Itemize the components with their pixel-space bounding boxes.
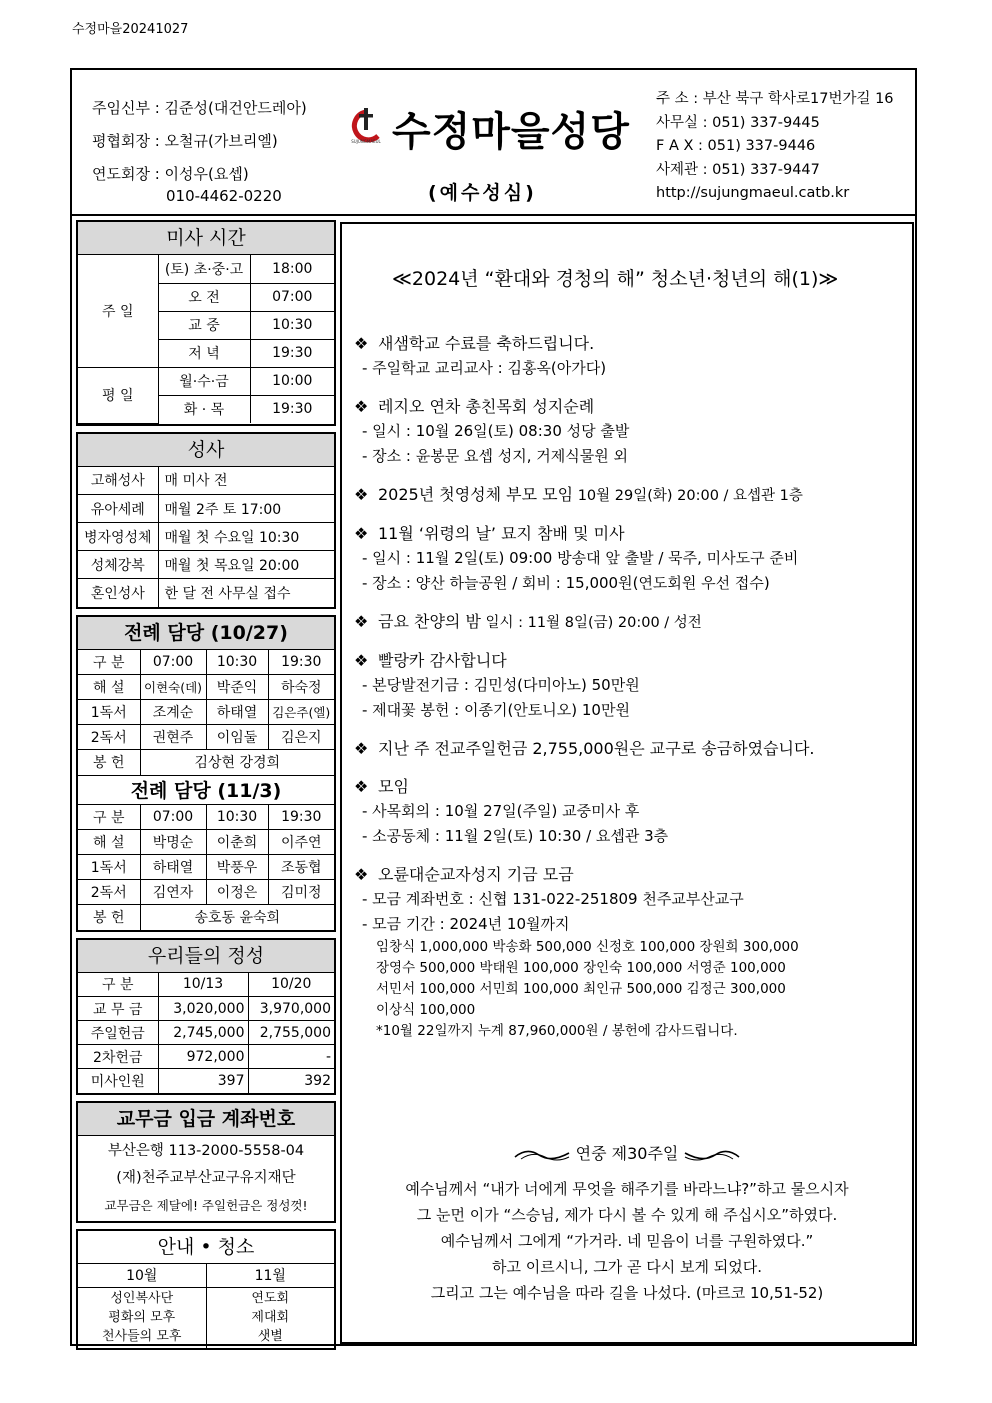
notice-panel: [340, 222, 914, 1344]
header: [72, 70, 915, 216]
website: http://sujungmaeul.catb.kr: [656, 185, 850, 201]
parish-subtitle: (예수성심): [428, 182, 537, 204]
account-holder: (재)천주교부산교구유지재단: [116, 1169, 296, 1186]
clover-bullet-icon: ❖: [354, 397, 369, 416]
account-note: 교무금은 제달에! 주일헌금은 정성껏!: [104, 1197, 308, 1213]
account-title: 교무금 입금 계좌번호: [78, 1103, 334, 1136]
clover-bullet-icon: ❖: [354, 739, 369, 758]
year-theme-title: ≪2024년 “환대와 경청의 해” 청소년·청년의 해(1)≫: [392, 268, 839, 290]
ornament-left-icon: [513, 1145, 571, 1165]
header-contact: [656, 88, 894, 206]
notice-item: ❖ 레지오 연차 총친목회 성지순례 - 일시 : 10월 26일(토) 08:30 성당 출발 - 장소 : 윤봉문 요셉 성지, 거제식물원 외: [354, 397, 630, 465]
guide-table: 10월 11월 성인복사단 평화의 모후 천사들의 모후 연도회 제대회 샛별: [78, 1264, 334, 1348]
notice-item: ❖ 금요 찬양의 밤 일시 : 11월 8일(금) 20:00 / 성전: [354, 610, 909, 635]
notice-item: ❖ 11월 ‘위령의 날’ 묘지 참배 및 미사 - 일시 : 11월 2일(토) 09:00 방송대 앞 출발 / 묵주, 미사도구 준비 - 장소 : 양산 하늘공원 / 회비 : 15,000원(연도회원 우선 접수): [354, 524, 799, 592]
account-info: [78, 1136, 334, 1221]
bulletin-frame: [70, 68, 917, 1346]
sacraments-section: [76, 432, 336, 609]
notice-item: ❖ 2025년 첫영성체 부모 모임 10월 29일(화) 20:00 / 요셉관 1층: [354, 483, 909, 508]
left-column: [76, 220, 336, 1356]
offerings-title: 우리들의 정성: [78, 940, 334, 973]
clover-bullet-icon: ❖: [354, 612, 369, 631]
parish-name: 수정마을성당: [392, 109, 630, 155]
notice-item: ❖ 모임 - 사목회의 : 10월 27일(주일) 교중미사 후 - 소공동체 : 11월 2일(토) 10:30 / 요셉관 3층: [354, 777, 669, 845]
header-staff: [92, 92, 307, 207]
guide-section: [76, 1229, 336, 1350]
prayer-president: 연도회장 : 이성우(요셉): [92, 165, 249, 183]
notice-item: ❖ 빨랑카 감사합니다 - 본당발전기금 : 김민성(다미아노) 50만원 - 제대꽃 봉헌 : 이종기(안토니오) 10만원: [354, 651, 640, 719]
council-president: 평협회장 : 오철규(가브리엘): [92, 132, 278, 150]
offerings-section: [76, 938, 336, 1095]
fund-notice: ❖ 오륜대순교자성지 기금 모금 - 모금 계좌번호 : 신협 131-022-251809 천주교부산교구 - 모금 기간 : 2024년 10월까지 임창식 1,000,000 박송화 500,000 신정호 100,000 장원희 300,000 장영수 500,000 박태원 100,000 장인숙 100,000 서영준 100,000 서민서 100,000 서민희 100,000 최인규 500,000 김정근 300,000 이상식 100,000 *10월 22일까지 누계 87,960,000원 / 봉헌에 감사드립니다.: [354, 865, 799, 1039]
offerings-table: 구 분 10/13 10/20 교 무 금 3,020,000 3,970,000 주일헌금 2,745,000 2,755,000 2차헌금 972,000 - 미사인원 397 392: [78, 973, 334, 1093]
account-section: [76, 1101, 336, 1223]
sacraments-title: 성사: [78, 434, 334, 467]
clover-bullet-icon: ❖: [354, 524, 369, 543]
svg-text:SUJUNGMAEUL: SUJUNGMAEUL: [351, 139, 381, 144]
mass-times-title: 미사 시간: [78, 222, 334, 255]
sacraments-table: 고해성사 매 미사 전 유아세례 매월 2주 토 17:00 병자영성체 매월 첫 수요일 10:30 성체강복 매월 첫 목요일 20:00 혼인성사 한 달 전 사무실 접수: [78, 467, 334, 607]
rectory-phone: 사제관 : 051) 337-9447: [656, 161, 820, 178]
mass-times-table: 주 일 (토) 초·중·고 18:00 오 전 07:00 교 중 10:30 저 녁 19:30 평 일 월·수·금 10:00 화 · 목 19:30: [78, 255, 334, 424]
clover-bullet-icon: ❖: [354, 485, 369, 504]
church-logo-icon: [348, 106, 384, 146]
notice-item: ❖ 지난 주 전교주일헌금 2,755,000원은 교구로 송금하였습니다.: [354, 737, 909, 761]
guide-title: 안내 • 청소: [78, 1231, 334, 1264]
ornament-right-icon: [683, 1145, 741, 1165]
sunday-label: 주 일: [78, 255, 158, 367]
liturgy-title-1027: 전례 담당 (10/27): [78, 617, 334, 650]
liturgy-table-1027: 구 분 07:00 10:30 19:30 해 설 이현숙(데) 박준익 하숙정 1독서 조계순 하태열 김은주(엘) 2독서 권현주 이임둘 김은지 봉 헌 김상현 강경희: [78, 650, 334, 775]
liturgy-table-113: 구 분 07:00 10:30 19:30 해 설 박명순 이춘희 이주연 1독서 하태열 박풍우 조동협 2독서 김연자 이정은 김미정 봉 헌 송호동 윤숙희: [78, 805, 334, 930]
clover-bullet-icon: ❖: [354, 865, 369, 884]
clover-bullet-icon: ❖: [354, 777, 369, 796]
notice-item: ❖ 새샘학교 수료를 축하드립니다. - 주일학교 교리교사 : 김홍옥(아가다): [354, 334, 607, 377]
gospel-heading: [342, 1141, 912, 1165]
clover-bullet-icon: ❖: [354, 334, 369, 353]
clover-bullet-icon: ❖: [354, 651, 369, 670]
fax: F A X : 051) 337-9446: [656, 138, 816, 154]
liturgy-section: [76, 615, 336, 932]
liturgy-title-113: 전례 담당 (11/3): [78, 775, 334, 805]
mass-times-section: [76, 220, 336, 426]
gospel-title: 연중 제30주일: [575, 1144, 679, 1163]
prayer-president-phone: 010-4462-0220: [166, 187, 282, 205]
gospel-text: 예수님께서 “내가 너에게 무엇을 해주기를 바라느냐?”하고 물으시자 그 눈먼 이가 “스승님, 제가 다시 볼 수 있게 해 주십시오”하였다. 예수님께서 그에게 “가거라. 네 믿음이 너를 구원하였다.” 하고 이르시니, 그가 곧 다시 보게 되었다. 그리고 그는 예수님을 따라 길을 나섰다. (마르코 10,51-52): [405, 1180, 849, 1302]
weekday-label: 평 일: [78, 367, 158, 423]
document-id: 수정마을20241027: [72, 22, 189, 37]
address: 주 소 : 부산 북구 학사로17번가길 16: [656, 91, 894, 107]
pastor: 주임신부 : 김준성(대건안드레아): [92, 99, 307, 117]
bank-account: 부산은행 113-2000-5558-04: [107, 1142, 305, 1159]
office-phone: 사무실 : 051) 337-9445: [656, 114, 820, 131]
notices-list: [354, 332, 909, 1056]
